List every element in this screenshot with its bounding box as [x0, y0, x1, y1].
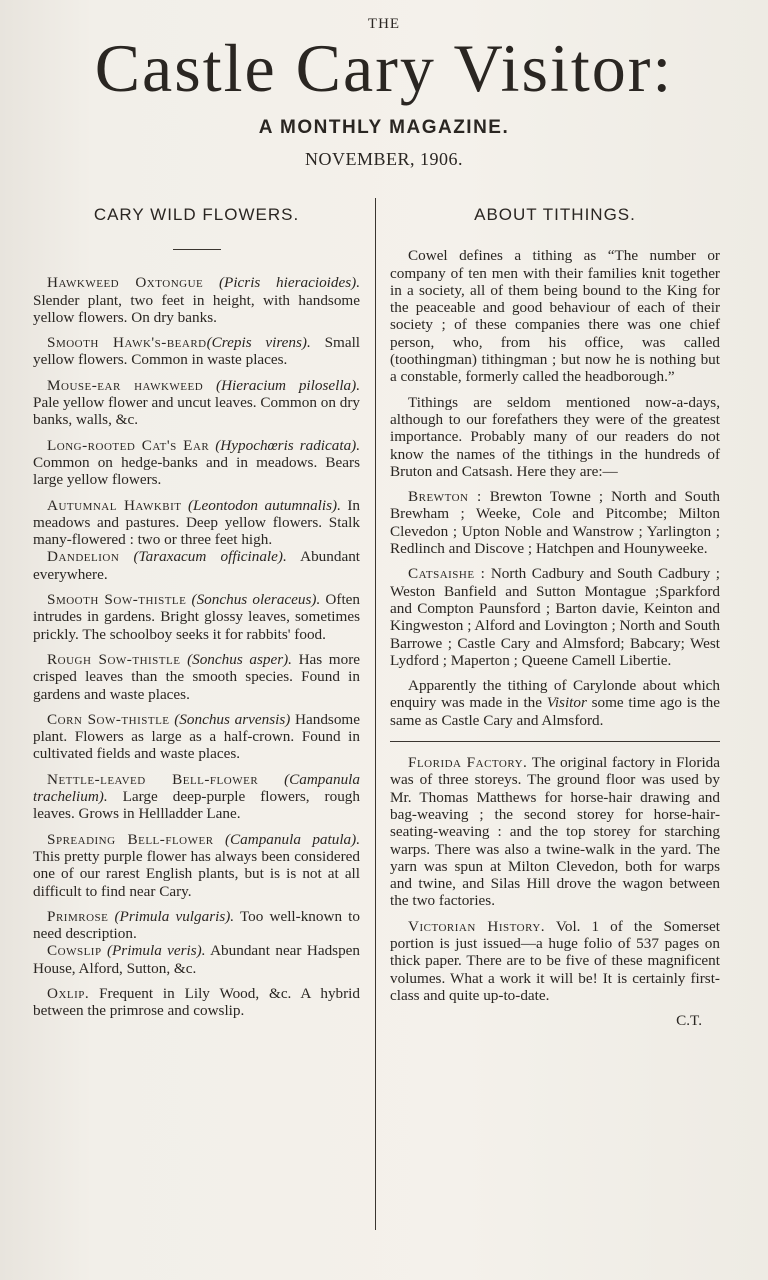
flower-scientific-name: (Primula veris). — [106, 942, 206, 960]
brewton-list — [390, 488, 720, 557]
flower-entry — [33, 771, 360, 823]
flower-name: Nettle-leaved Bell-flower — [47, 770, 259, 788]
flower-description: Handsome plant. Flowers as large as a half-crown. Found in cultivated fields and waste places. — [33, 710, 360, 763]
tithing-definition: Cowel defines a tithing as “The number or company of ten men with their families knit together in a society, all of them being bound to the King for the peaceable and good behaviour of each of their society ; of these companies there was one chief person, who, from his office, was called (toothingman) tithingman ; but now he is nothing but a constable, formerly called the headborough.” — [390, 247, 720, 386]
flower-scientific-name: (Hieracium pilosella). — [216, 376, 361, 394]
flower-scientific-name: (Crepis virens). — [206, 334, 311, 352]
flower-name: Primrose — [47, 907, 109, 925]
flower-description: Common on hedge-banks and in meadows. Bears large yellow flowers. — [33, 453, 360, 489]
flower-name: Corn Sow-thistle — [47, 710, 170, 728]
flower-description: Too well-known to need description. — [33, 907, 360, 943]
catsaishe-list — [390, 565, 720, 669]
visitor-italic: Visitor — [546, 694, 587, 712]
carylonde-text-b: some time ago is the same as Castle Cary and Almsford. — [390, 694, 720, 729]
catsaishe-text: North Cadbury and South Cadbury ; Weston Banfield and Sutton Montague ;Sparkford and Compton Paunsford ; Barton davie, Keinton and Kingweston ; Alford and Lovington ; North and South Barrowe ; Castle Cary and Almsford; Babcary; West Lydford ; Maperton ; Queene Camell Libertie. — [390, 565, 720, 669]
flower-scientific-name: (Campanula trachelium). — [33, 770, 360, 806]
flower-description: Pale yellow flower and uncut leaves. Common on dry banks, walls, &c. — [33, 394, 360, 429]
flower-scientific-name: (Primula vulgaris). — [114, 907, 235, 925]
flower-entry — [33, 274, 360, 326]
flower-description: This pretty purple flower has always been considered one of our rarest English plants, but is is not at all difficult to find near Cary. — [33, 847, 360, 900]
flower-scientific-name: (Sonchus asper). — [187, 650, 292, 668]
flower-name: Cowslip — [47, 942, 102, 960]
flower-entry — [33, 548, 360, 583]
victorian-text: Vol. 1 of the Somerset portion is just issued—a huge folio of 537 pages on thick paper. There are to be five of these magnificent volumes. What a work it will be! It is certainly first-class and quite up-to-date. — [390, 917, 720, 1004]
flower-entry — [33, 908, 360, 943]
florida-factory-note — [390, 754, 720, 910]
left-column — [33, 200, 360, 1028]
flower-description: In meadows and pastures. Deep yellow flowers. Stalk many-flowered : two or three feet high. — [33, 496, 361, 549]
flower-name: Autumnal Hawkbit — [47, 496, 182, 514]
section-rule — [390, 741, 720, 742]
flower-name: Spreading Bell-flower — [47, 830, 214, 848]
flower-name: Long-rooted Cat's Ear — [47, 436, 210, 454]
victorian-label: Victorian History. — [408, 917, 546, 935]
heading-rule — [173, 249, 221, 250]
masthead-subtitle: A MONTHLY MAGAZINE. — [258, 117, 510, 138]
flower-name: Oxlip. — [47, 984, 90, 1002]
column-divider — [375, 198, 376, 1230]
flower-entry — [33, 985, 360, 1020]
flower-scientific-name: (Sonchus oleraceus). — [191, 591, 321, 609]
masthead-the: THE — [367, 16, 401, 32]
right-heading: ABOUT TITHINGS. — [474, 205, 636, 224]
signature: C.T. — [676, 1012, 702, 1030]
carylonde-note — [390, 677, 720, 729]
flower-scientific-name: (Picris hieracioides). — [219, 274, 360, 292]
right-column — [390, 200, 720, 1029]
flower-description: Slender plant, two feet in height, with handsome yellow flowers. On dry banks. — [33, 291, 360, 326]
flower-entry — [33, 377, 360, 429]
heading-spacer — [390, 223, 720, 247]
flower-entry — [33, 497, 360, 549]
flower-description: Has more crisped leaves than the smooth species. Found in gardens and waste places. — [33, 650, 360, 703]
florida-text: The original factory in Florida was of three storeys. The ground floor was used by Mr. Thomas Matthews for horse-hair drawing and bag-weaving ; the second storey for horse-hair-seating-weaving : and the top storey for starching warps. There was also a twine-walk in the yard. The yarn was spun at Milton Clevedon, both for warps and twine, and Silas Hill drove the wagon between the two factories. — [390, 754, 720, 910]
carylonde-text-a: Apparently the tithing of Carylonde about which enquiry was made in the — [390, 677, 720, 712]
flower-name: Mouse-ear hawkweed — [47, 376, 204, 394]
flower-scientific-name: (Sonchus arvensis) — [174, 710, 291, 728]
flower-description: Frequent in Lily Wood, &c. A hybrid between the primrose and cowslip. — [33, 984, 360, 1020]
brewton-label: Brewton : — [408, 488, 482, 506]
flower-description: Abundant everywhere. — [33, 548, 361, 583]
flower-description: Small yellow flowers. Common in waste places. — [33, 334, 361, 369]
flower-entry — [33, 437, 360, 489]
flower-name: Hawkweed Oxtongue — [47, 274, 204, 292]
flower-entry — [33, 334, 360, 369]
flower-entry — [33, 711, 360, 763]
flower-entry — [33, 651, 360, 703]
tithing-intro: Tithings are seldom mentioned now-a-days, although to our forefathers they were of the greatest importance. Probably many of our readers do not know the names of the tithings in the hundreds of Bruton and Catsash. Here they are:— — [390, 393, 720, 480]
catsaishe-label: Catsaishe : — [408, 565, 486, 583]
flower-scientific-name: (Campanula patula). — [224, 830, 360, 848]
flower-entry — [33, 591, 360, 643]
flower-scientific-name: (Taraxacum officinale). — [133, 548, 287, 566]
flower-description: Large deep-purple flowers, rough leaves. Grows in Hellladder Lane. — [33, 788, 360, 823]
flower-name: Rough Sow-thistle — [47, 650, 181, 668]
left-heading: CARY WILD FLOWERS. — [93, 205, 300, 224]
masthead-title: Castle Cary Visitor: — [94, 30, 674, 106]
flower-name: Smooth Hawk's-beard — [47, 334, 207, 352]
florida-label: Florida Factory. — [408, 754, 528, 772]
flower-name: Smooth Sow-thistle — [47, 591, 187, 609]
flower-name: Dandelion — [47, 548, 120, 566]
issue-date: NOVEMBER, 1906. — [304, 149, 463, 169]
flower-entry — [33, 831, 360, 900]
flower-scientific-name: (Leontodon autumnalis). — [188, 496, 341, 514]
flower-entry — [33, 942, 360, 977]
flower-description: Often intrudes in gardens. Bright glossy leaves, sometimes prickly. The schoolboy seeks it for rabbits' food. — [33, 591, 360, 643]
victorian-history-note — [390, 918, 720, 1004]
flower-scientific-name: (Hypochœris radicata). — [215, 436, 361, 454]
brewton-text: Brewton Towne ; North and South Brewham ; Weeke, Cole and Pitcombe; Milton Clevedon ; Upton Noble and Wanstrow ; Yarlington ; Redlinch and Discove ; Hatchpen and Hounyweeke. — [390, 488, 720, 558]
flower-description: Abundant near Hadspen House, Alford, Sutton, &c. — [33, 942, 360, 977]
